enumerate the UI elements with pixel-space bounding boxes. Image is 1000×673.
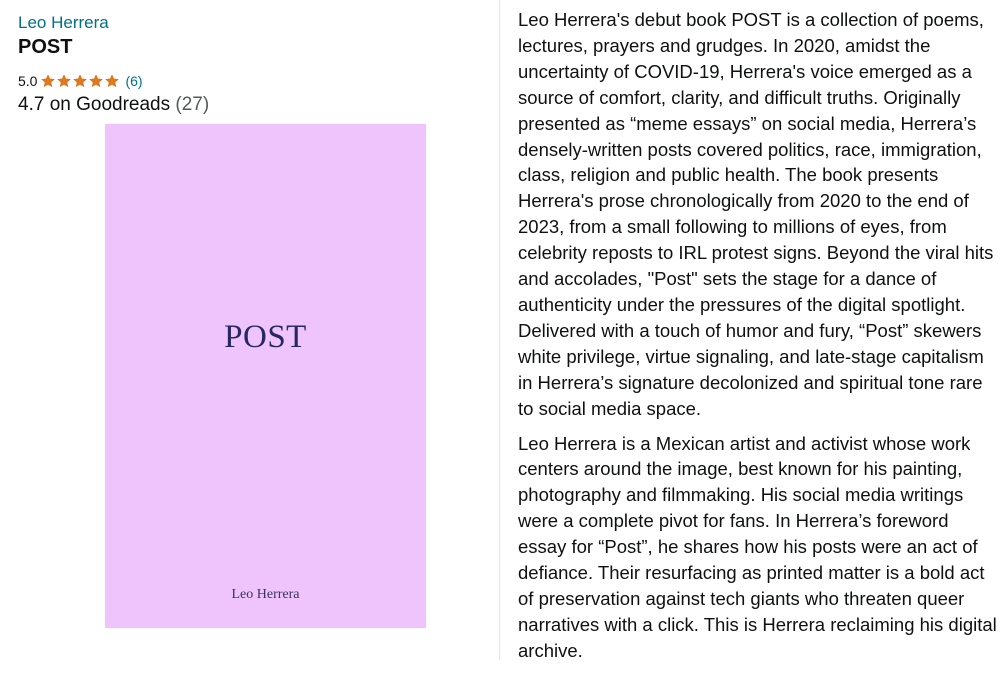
author-link[interactable]: Leo Herrera	[18, 13, 109, 32]
product-summary-panel	[0, 0, 500, 660]
star-rating[interactable]	[40, 73, 120, 89]
description-paragraph: Leo Herrera's debut book POST is a collection of poems, lectures, prayers and grudges. In 2020, amidst the uncertainty of COVID-19, Herrera's voice emerged as a source of comfort, clarity, and difficult truths. Originally presented as “meme essays” on social media, Herrera’s densely-written posts covered politics, race, immigration, class, religion and public health. The book presents Herrera's prose chronologically from 2020 to the end of 2023, from a small following to millions of eyes, from celebrity reposts to IRL protest signs. Beyond the viral hits and accolades, "Post" sets the stage for a dance of authenticity under the pressures of the digital spotlight. Delivered with a touch of humor and fury, “Post” skewers white privilege, virtue signaling, and late-stage capitalism in Herrera’s signature decolonized and spiritual tone rare to social media space.	[518, 9, 994, 419]
book-cover-image[interactable]	[105, 124, 426, 628]
star-icon	[88, 73, 104, 89]
cover-author: Leo Herrera	[231, 587, 300, 602]
goodreads-count: (27)	[175, 94, 210, 115]
rating-value: 5.0	[18, 73, 38, 89]
goodreads-text: 4.7 on Goodreads	[18, 94, 171, 115]
star-icon	[104, 73, 120, 89]
star-icon	[40, 73, 56, 89]
book-description	[518, 7, 998, 673]
description-paragraph: Leo Herrera is a Mexican artist and activist whose work centers around the image, best known for his painting, photography and filmmaking. His social media writings were a complete pivot for fans. In Herrera’s foreword essay for “Post”, he shares how his posts were an act of defiance. Their resurfacing as printed matter is a bold act of preservation against tech giants who threaten queer narratives with a click. This is Herrera reclaiming his digital archive.	[518, 432, 997, 661]
rating-count-link[interactable]: (6)	[125, 73, 143, 89]
book-title: POST	[18, 36, 73, 58]
goodreads-rating[interactable]	[18, 94, 209, 116]
cover-title: POST	[224, 319, 307, 355]
star-icon	[56, 73, 72, 89]
rating-row[interactable]	[18, 72, 143, 90]
star-icon	[72, 73, 88, 89]
